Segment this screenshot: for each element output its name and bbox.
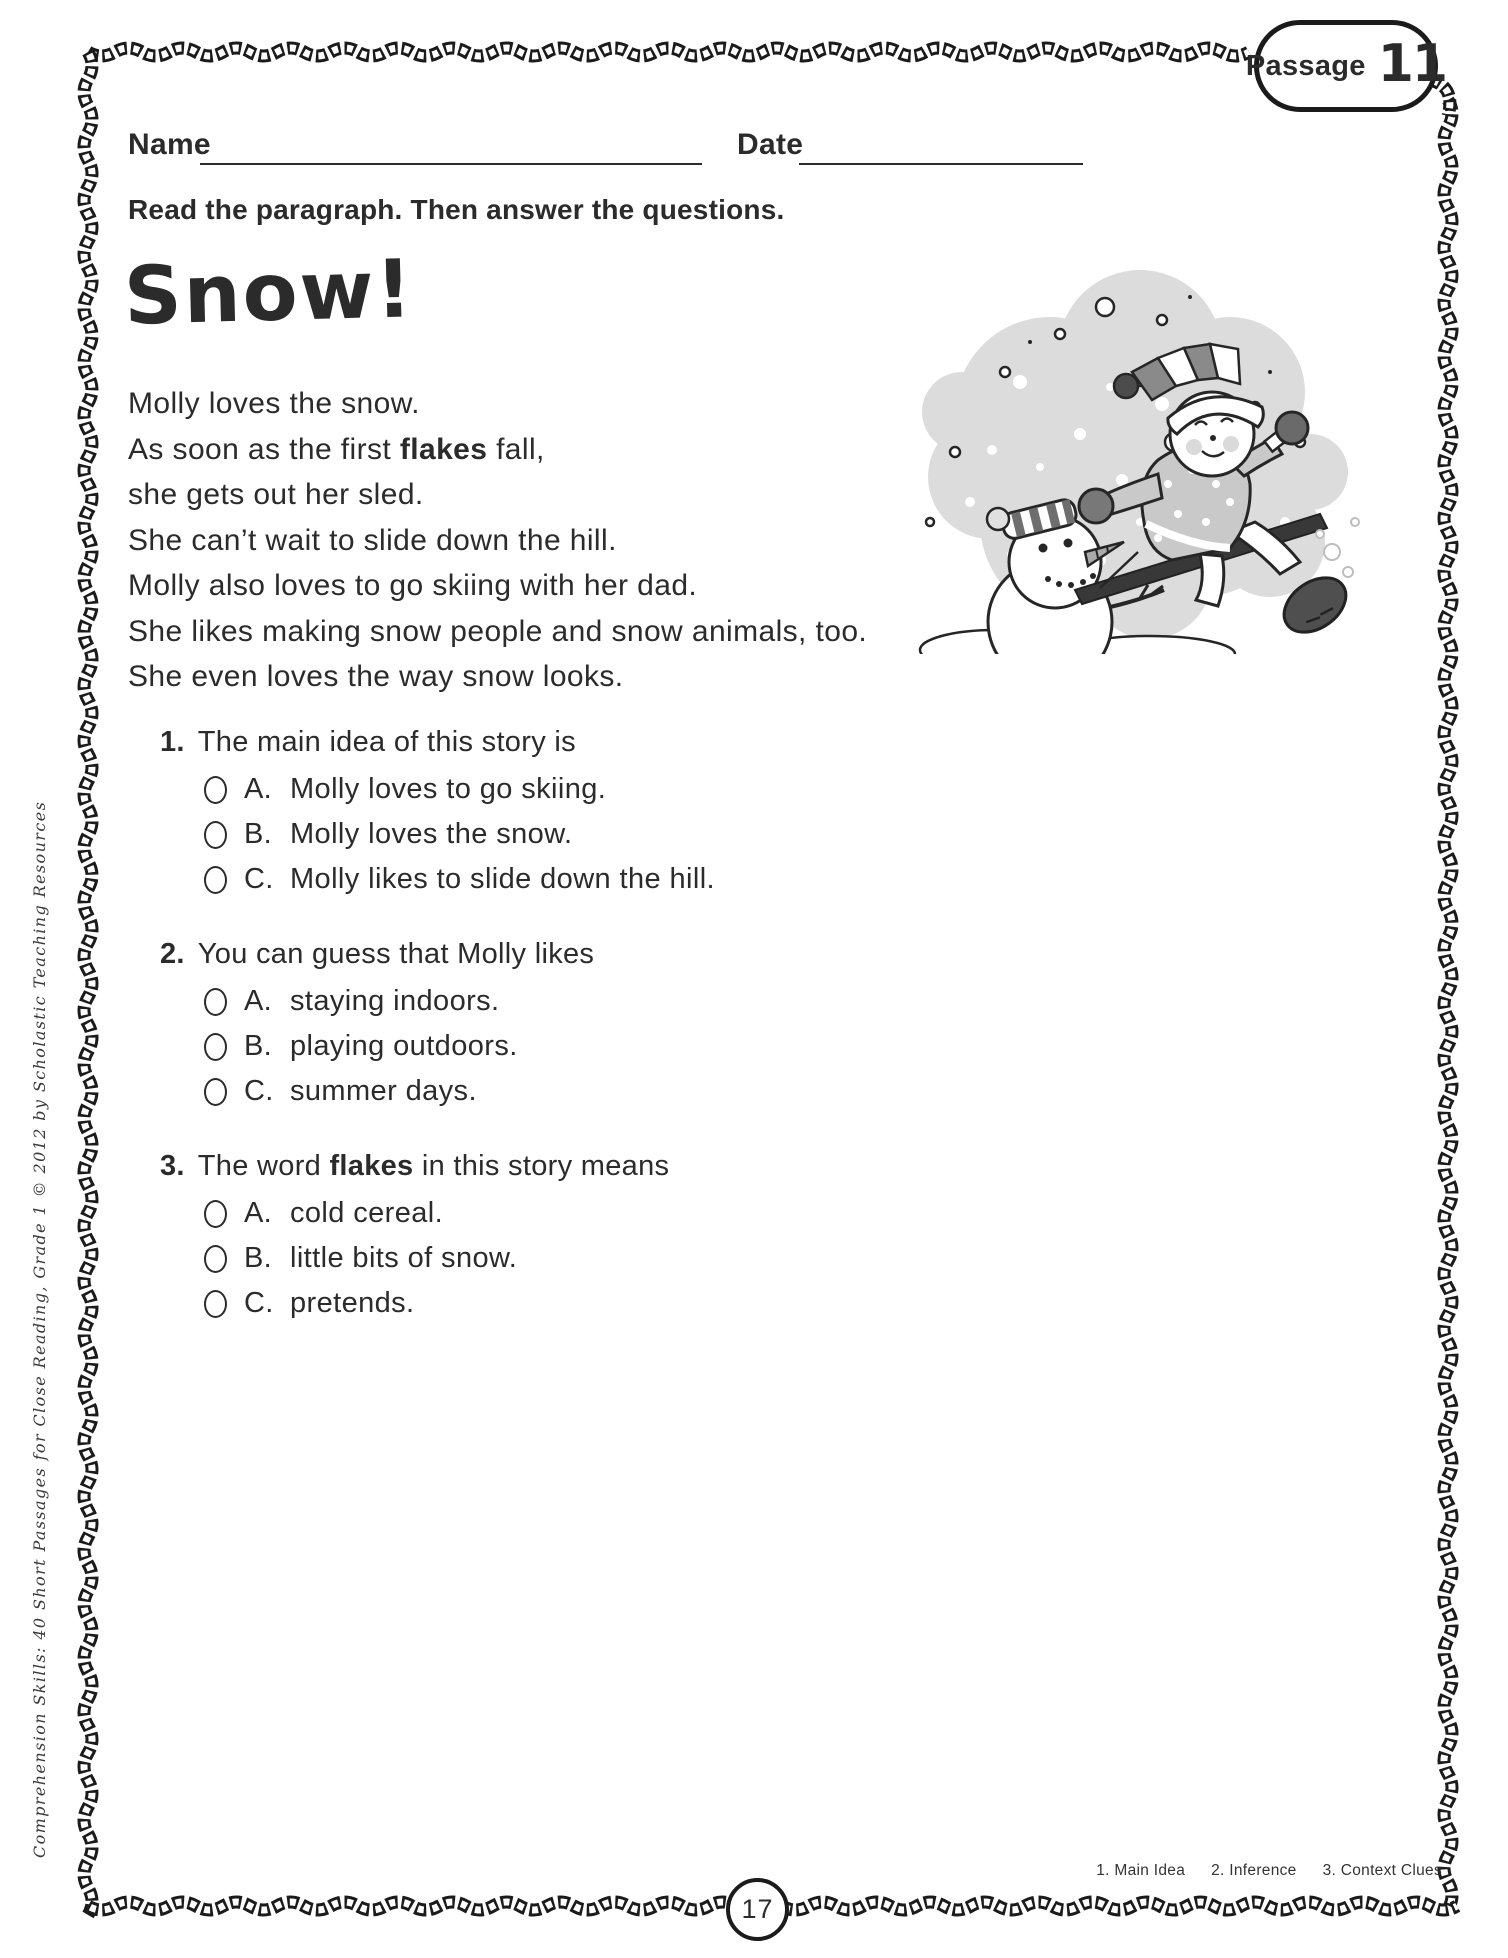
passage-badge — [1245, 20, 1447, 112]
story-line: She even loves the way snow looks. — [128, 660, 624, 693]
option-text: cold cereal. — [290, 1197, 444, 1229]
option-text: summer days. — [290, 1075, 477, 1107]
right-mitten — [1276, 412, 1308, 444]
skills-legend — [1096, 1862, 1442, 1880]
question-3 — [160, 1150, 669, 1326]
option-text: Molly loves the snow. — [290, 818, 573, 850]
story-line: She can’t wait to slide down the hill. — [128, 523, 617, 557]
option-text: playing outdoors. — [290, 1030, 518, 1062]
passage-badge-number: 11 — [1377, 34, 1447, 94]
story-line: Molly loves the snow. — [128, 387, 420, 420]
option-letter: A. — [244, 985, 272, 1017]
answer-bubble[interactable] — [204, 1200, 227, 1228]
name-input-line[interactable] — [200, 133, 702, 165]
answer-bubble[interactable] — [204, 1290, 227, 1318]
answer-option — [204, 1236, 669, 1281]
page-number-badge — [726, 1878, 789, 1941]
option-text: Molly loves to go skiing. — [290, 773, 607, 805]
skill-inference: 2. Inference — [1211, 1862, 1297, 1879]
answer-bubble[interactable] — [204, 821, 227, 849]
option-letter: A. — [244, 1197, 272, 1229]
option-letter: A. — [244, 773, 272, 805]
answer-bubble[interactable] — [204, 1245, 227, 1273]
answer-option — [204, 767, 715, 812]
question-1 — [160, 726, 715, 902]
instructions-text: Read the paragraph. Then answer the questions. — [128, 194, 785, 225]
hat-pompom — [1114, 374, 1138, 398]
skill-context-clues: 3. Context Clues — [1322, 1862, 1442, 1879]
story-line: She likes making snow people and snow animals, too. — [128, 614, 868, 648]
answer-bubble[interactable] — [204, 866, 227, 894]
story-line: she gets out her sled. — [128, 478, 424, 511]
page-number: 17 — [741, 1894, 774, 1924]
date-input-line[interactable] — [799, 133, 1083, 165]
answer-option — [204, 1281, 669, 1326]
copyright-sidebar-text: Comprehension Skills: 40 Short Passages for Close Reading, Grade 1 © 2012 by Scholastic Teaching Resources — [30, 800, 49, 1858]
answer-option — [204, 1191, 669, 1236]
option-text: staying indoors. — [290, 985, 500, 1017]
option-letter: C. — [244, 1075, 274, 1107]
option-letter: B. — [244, 1242, 272, 1274]
question-stem: 3. The word flakes in this story means — [160, 1150, 670, 1182]
option-letter: B. — [244, 818, 272, 850]
passage-badge-label: Passage — [1245, 49, 1366, 82]
question-2 — [160, 938, 594, 1114]
answer-bubble[interactable] — [204, 776, 227, 804]
snow-scene-illustration — [900, 222, 1380, 654]
option-letter: B. — [244, 1030, 272, 1062]
answer-option — [204, 857, 715, 902]
option-text: little bits of snow. — [290, 1242, 518, 1274]
answer-option — [204, 1069, 594, 1114]
option-text: pretends. — [290, 1287, 415, 1319]
answer-bubble[interactable] — [204, 1078, 227, 1106]
story-line: Molly also loves to go skiing with her dad. — [128, 569, 698, 602]
option-letter: C. — [244, 1287, 274, 1319]
story-paragraph — [128, 381, 867, 700]
answer-option — [204, 979, 594, 1024]
question-stem: 1. The main idea of this story is — [160, 726, 576, 758]
story-line: As soon as the first flakes fall, — [128, 432, 545, 466]
question-stem: 2. You can guess that Molly likes — [160, 938, 595, 970]
option-letter: C. — [244, 863, 274, 895]
name-label: Name — [128, 128, 211, 161]
answer-option — [204, 1024, 594, 1069]
skill-main-idea: 1. Main Idea — [1096, 1862, 1186, 1879]
left-mitten — [1079, 489, 1113, 523]
answer-bubble[interactable] — [204, 1033, 227, 1061]
date-label: Date — [737, 128, 804, 161]
answer-option — [204, 812, 715, 857]
answer-bubble[interactable] — [204, 988, 227, 1016]
option-text: Molly likes to slide down the hill. — [290, 863, 716, 895]
page-title: Snow! — [122, 242, 416, 343]
